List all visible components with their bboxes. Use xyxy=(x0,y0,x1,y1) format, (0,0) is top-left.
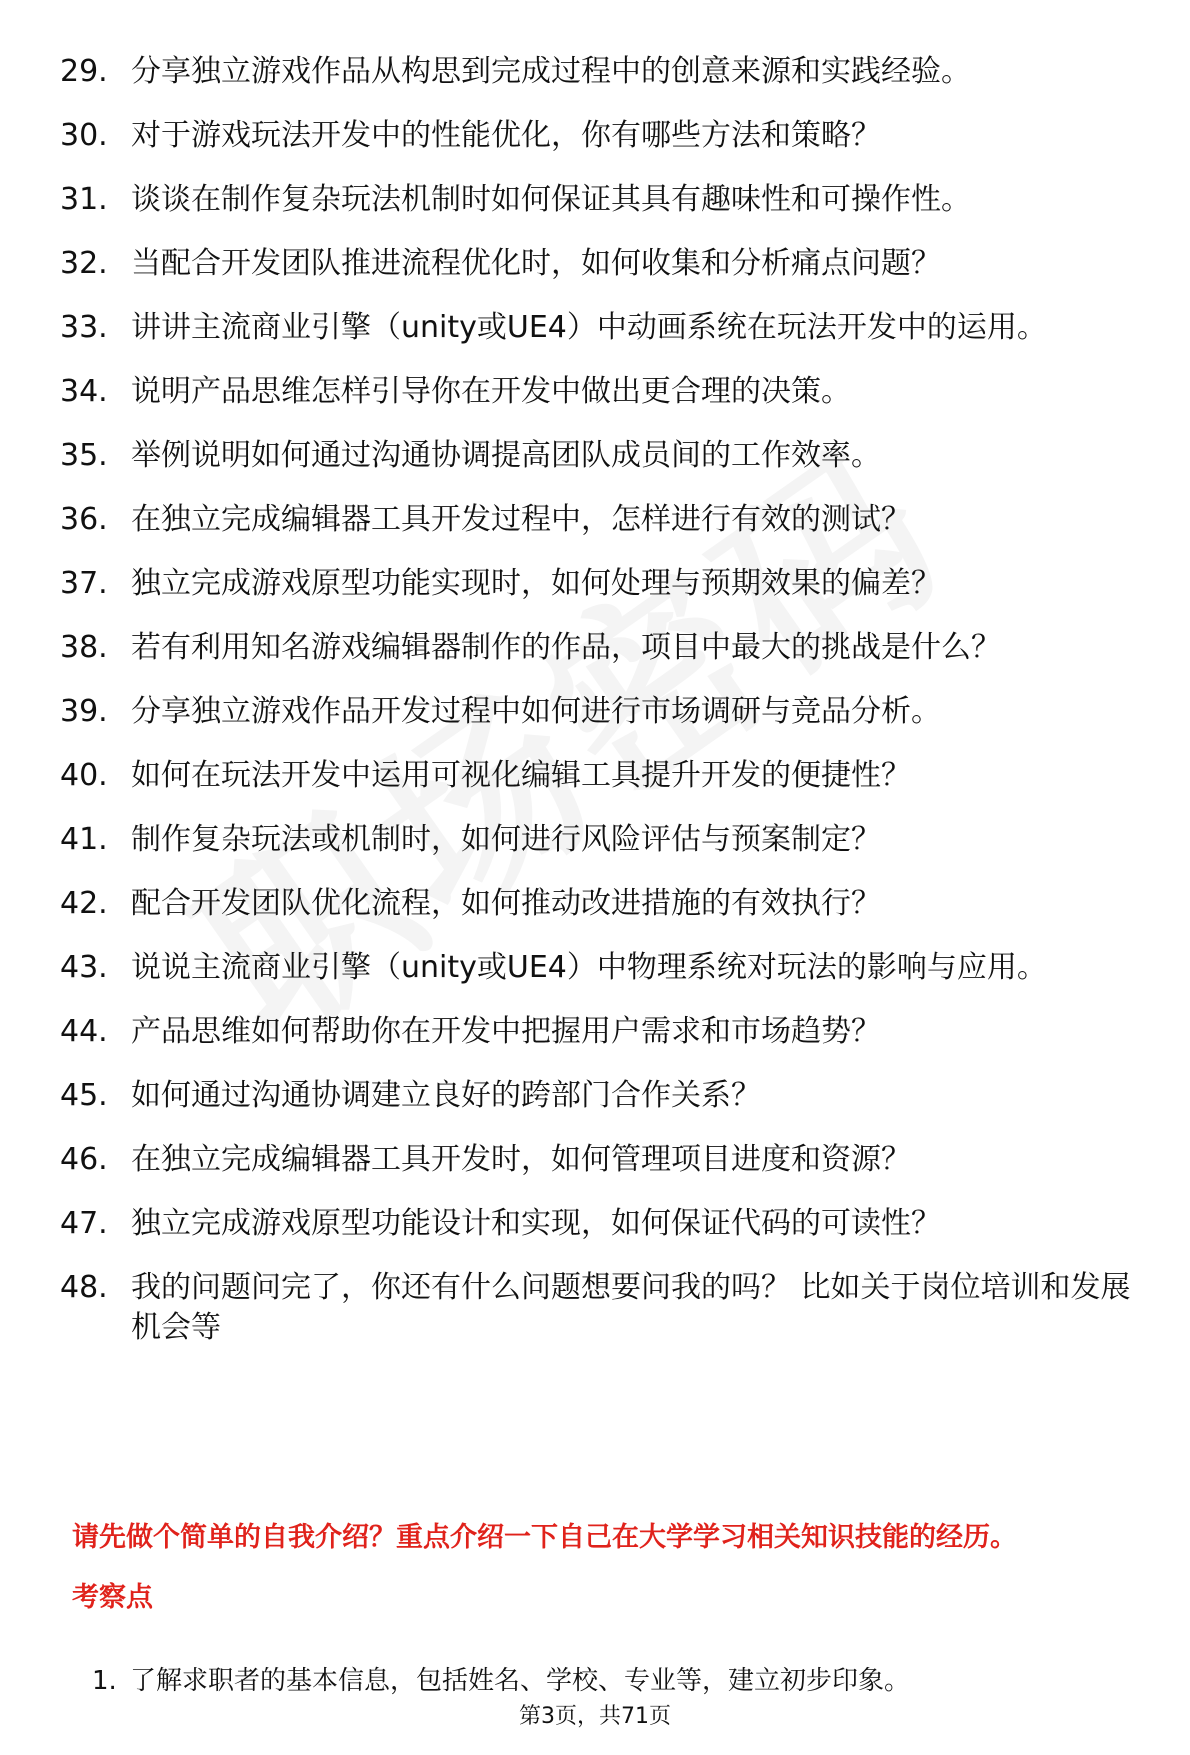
list-item-number: 1. xyxy=(92,1666,117,1696)
question-text: 对于游戏玩法开发中的性能优化，你有哪些方法和策略？ xyxy=(131,118,881,153)
question-list xyxy=(0,52,1190,1372)
question-text: 当配合开发团队推进流程优化时，如何收集和分析痛点问题？ xyxy=(131,246,941,281)
question-number: 34. xyxy=(60,374,108,409)
list-item-text: 了解求职者的基本信息，包括姓名、学校、专业等，建立初步印象。 xyxy=(130,1666,911,1696)
question-item xyxy=(0,820,1190,860)
question-text: 配合开发团队优化流程，如何推动改进措施的有效执行？ xyxy=(131,886,881,921)
page-number: 第3页，共71页 xyxy=(519,1704,671,1729)
question-item xyxy=(0,1076,1190,1116)
question-item xyxy=(0,1012,1190,1052)
question-number: 32. xyxy=(60,246,108,281)
question-number: 47. xyxy=(60,1206,108,1241)
question-number: 45. xyxy=(60,1078,108,1113)
question-item xyxy=(0,116,1190,156)
question-number: 37. xyxy=(60,566,108,601)
question-number: 39. xyxy=(60,694,108,729)
question-item xyxy=(0,884,1190,924)
question-number: 31. xyxy=(60,182,108,217)
question-item xyxy=(0,1268,1190,1348)
question-number: 30. xyxy=(60,118,108,153)
question-text: 在独立完成编辑器工具开发时，如何管理项目进度和资源？ xyxy=(131,1142,911,1177)
question-text: 分享独立游戏作品从构思到完成过程中的创意来源和实践经验。 xyxy=(131,54,971,89)
question-item xyxy=(0,436,1190,476)
question-item xyxy=(0,948,1190,988)
question-item xyxy=(0,372,1190,412)
question-item xyxy=(0,244,1190,284)
question-number: 35. xyxy=(60,438,108,473)
question-item xyxy=(0,500,1190,540)
question-item xyxy=(0,1204,1190,1244)
question-text: 分享独立游戏作品开发过程中如何进行市场调研与竞品分析。 xyxy=(131,694,941,729)
question-text: 讲讲主流商业引擎（unity或UE4）中动画系统在玩法开发中的运用。 xyxy=(131,310,1047,345)
question-text: 在独立完成编辑器工具开发过程中，怎样进行有效的测试？ xyxy=(131,502,911,537)
question-number: 40. xyxy=(60,758,108,793)
question-item xyxy=(0,564,1190,604)
question-number: 33. xyxy=(60,310,108,345)
question-text: 独立完成游戏原型功能设计和实现，如何保证代码的可读性？ xyxy=(131,1206,941,1241)
question-number: 43. xyxy=(60,950,108,985)
question-number: 48. xyxy=(60,1270,108,1305)
question-item xyxy=(0,1140,1190,1180)
question-number: 29. xyxy=(60,54,108,89)
question-text: 若有利用知名游戏编辑器制作的作品，项目中最大的挑战是什么？ xyxy=(131,630,1001,665)
question-text: 如何在玩法开发中运用可视化编辑工具提升开发的便捷性？ xyxy=(131,758,911,793)
question-text: 谈谈在制作复杂玩法机制时如何保证其具有趣味性和可操作性。 xyxy=(131,182,971,217)
question-text: 独立完成游戏原型功能实现时，如何处理与预期效果的偏差？ xyxy=(131,566,941,601)
question-text: 说说主流商业引擎（unity或UE4）中物理系统对玩法的影响与应用。 xyxy=(131,950,1047,985)
question-item xyxy=(0,180,1190,220)
section-heading: 请先做个简单的自我介绍？重点介绍一下自己在大学学习相关知识技能的经历。 xyxy=(72,1522,1017,1553)
question-item xyxy=(0,52,1190,92)
list-item xyxy=(92,1663,1172,1699)
question-item xyxy=(0,756,1190,796)
question-number: 41. xyxy=(60,822,108,857)
question-number: 36. xyxy=(60,502,108,537)
question-text: 产品思维如何帮助你在开发中把握用户需求和市场趋势？ xyxy=(131,1014,881,1049)
section-subheading: 考察点 xyxy=(72,1582,153,1613)
question-number: 46. xyxy=(60,1142,108,1177)
question-number: 44. xyxy=(60,1014,108,1049)
question-text: 如何通过沟通协调建立良好的跨部门合作关系？ xyxy=(131,1078,761,1113)
question-text: 我的问题问完了，你还有什么问题想要问我的吗？ 比如关于岗位培训和发展机会等 xyxy=(131,1270,1131,1345)
question-text: 制作复杂玩法或机制时，如何进行风险评估与预案制定？ xyxy=(131,822,881,857)
question-text: 举例说明如何通过沟通协调提高团队成员间的工作效率。 xyxy=(131,438,881,473)
question-text: 说明产品思维怎样引导你在开发中做出更合理的决策。 xyxy=(131,374,851,409)
question-number: 38. xyxy=(60,630,108,665)
question-number: 42. xyxy=(60,886,108,921)
question-item xyxy=(0,628,1190,668)
question-item xyxy=(0,692,1190,732)
question-item xyxy=(0,308,1190,348)
